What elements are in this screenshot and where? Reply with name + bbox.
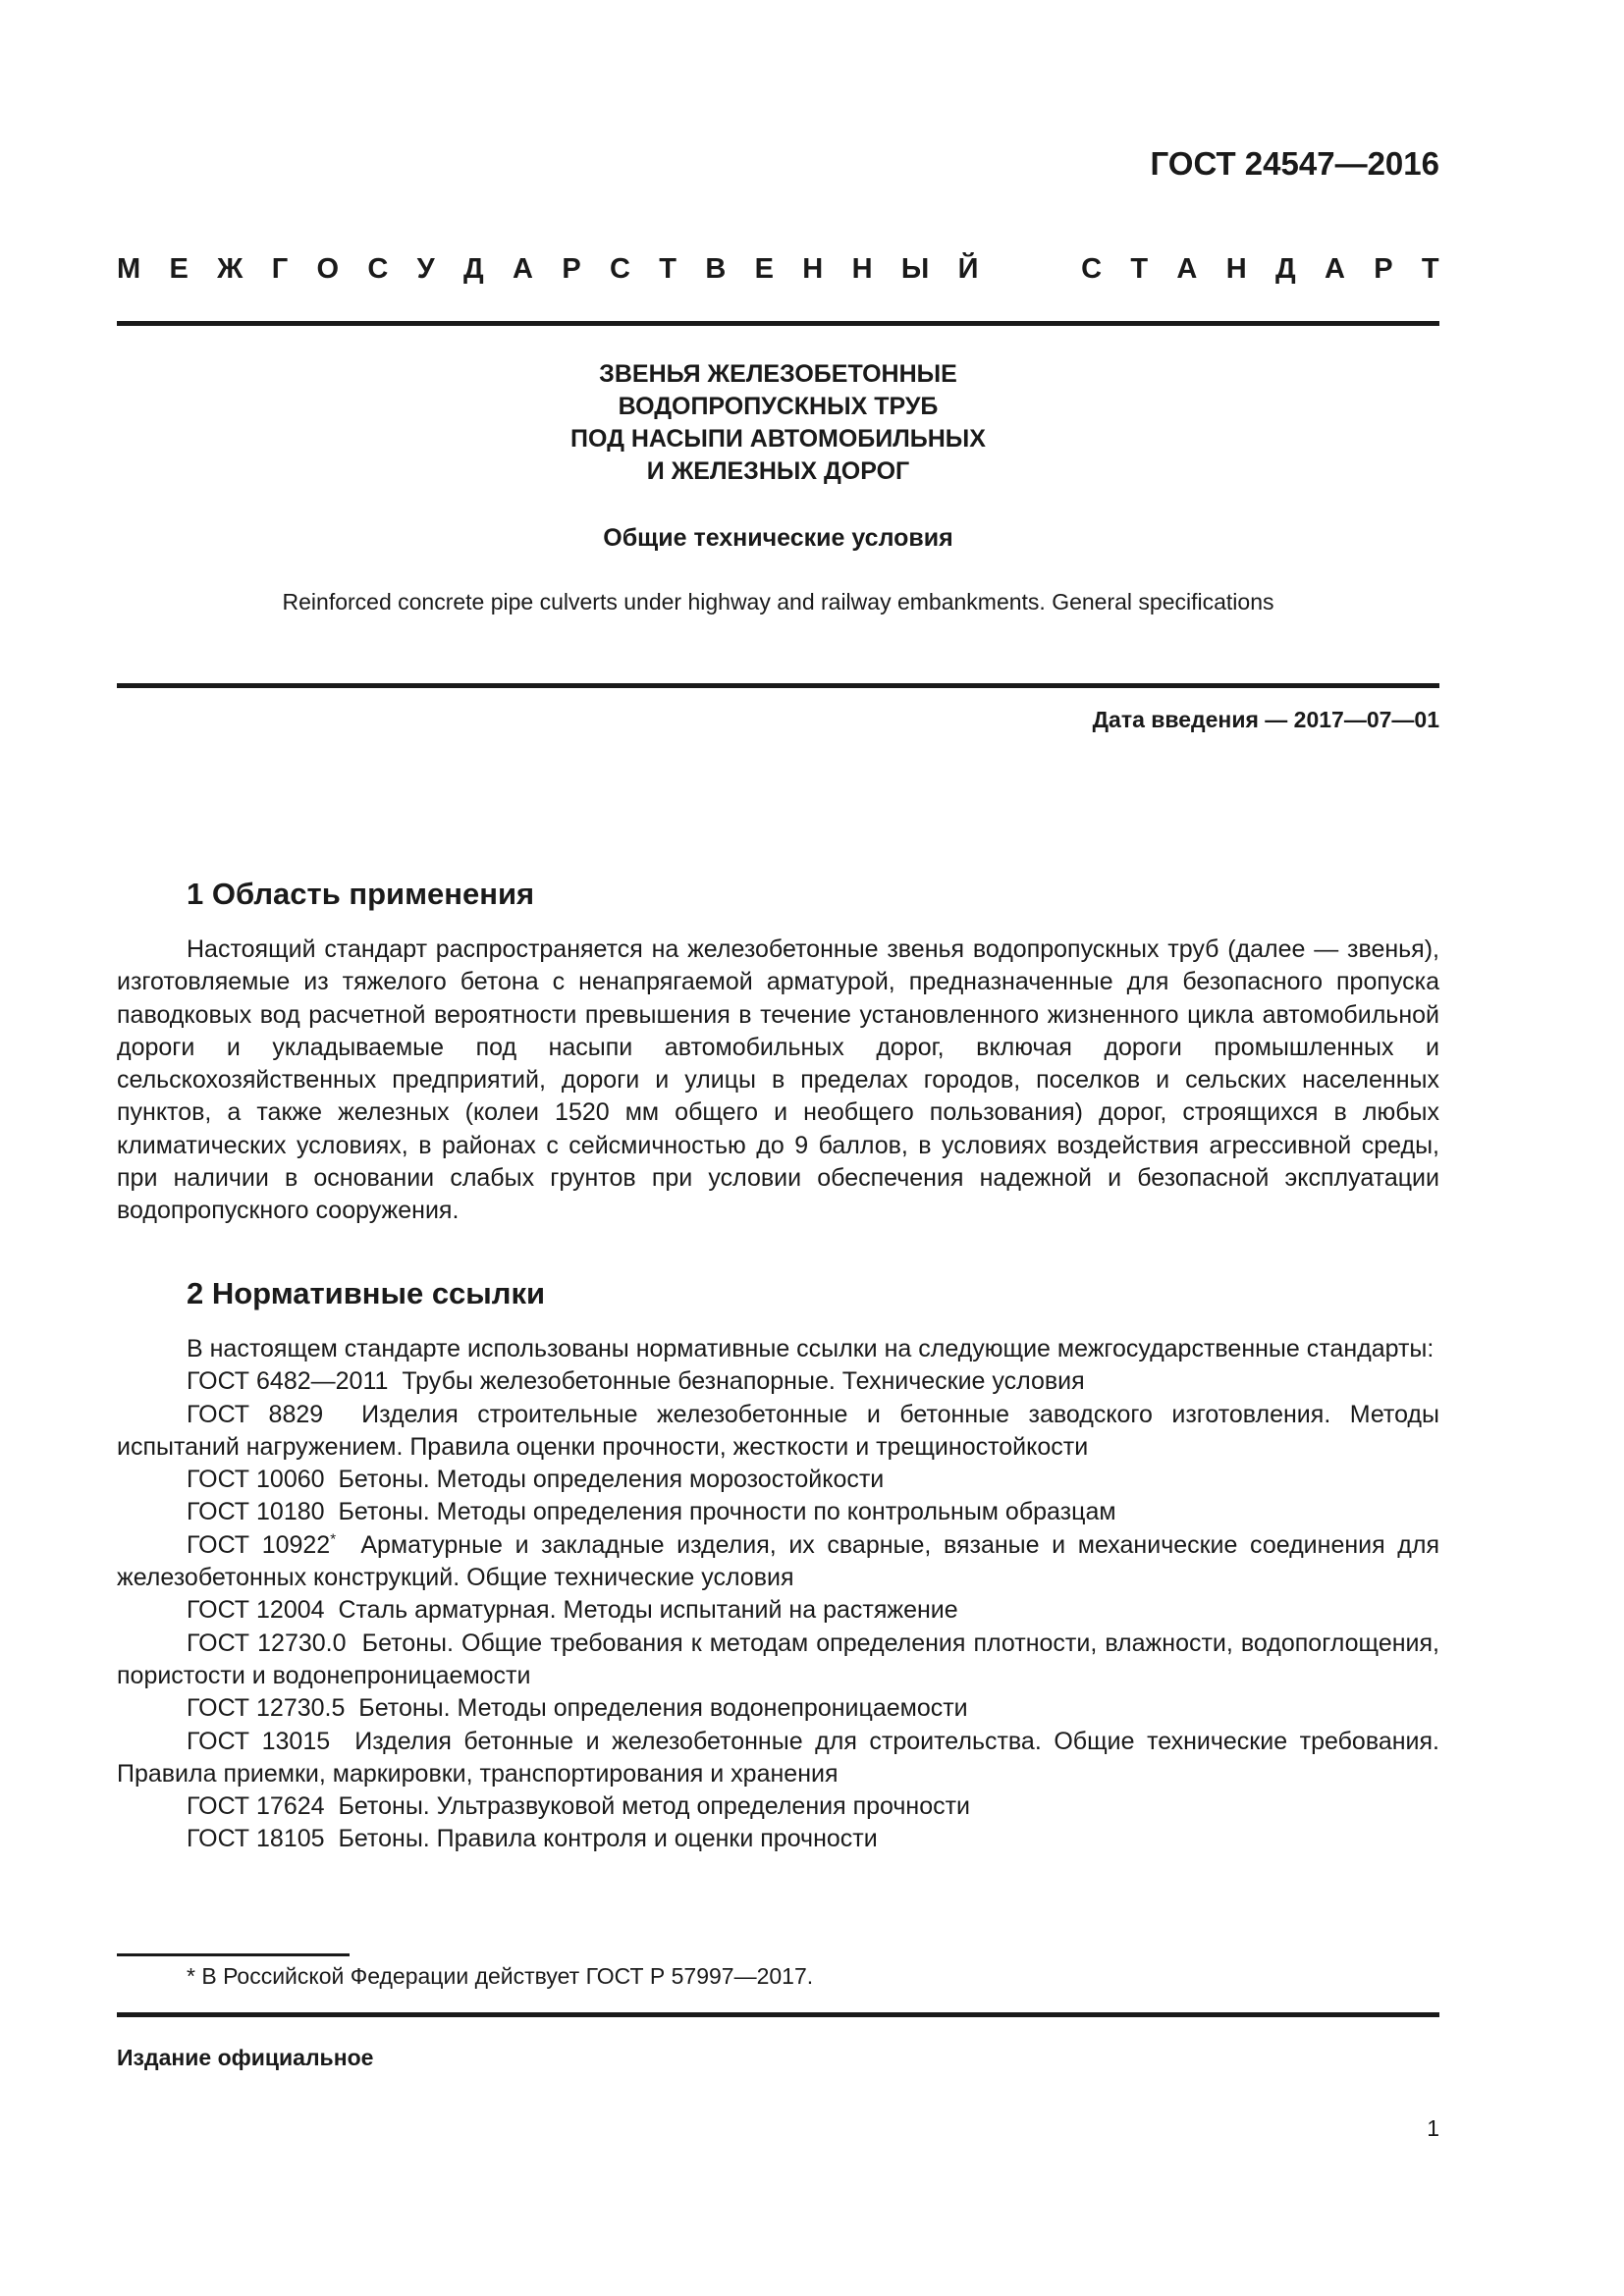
banner-letter: Г <box>271 253 289 285</box>
banner-letter: Н <box>1225 253 1247 285</box>
reference-item <box>117 1726 1439 1791</box>
title-line: ЗВЕНЬЯ ЖЕЛЕЗОБЕТОННЫЕ <box>599 360 957 388</box>
banner-letter: Д <box>463 253 484 285</box>
reference-title: Изделия бетонные и железобетонные для строительства. Общие технические требования. Правила приемки, маркировки, транспортирования и хранения <box>117 1727 1439 1788</box>
reference-code: ГОСТ 10060 <box>187 1466 325 1494</box>
reference-code: ГОСТ 6482—2011 <box>187 1367 389 1396</box>
section-1-body <box>117 934 1439 1228</box>
reference-code: ГОСТ 18105 <box>187 1825 325 1853</box>
banner-letter: Н <box>802 253 824 285</box>
reference-code: ГОСТ 17624 <box>187 1792 325 1821</box>
reference-title: Бетоны. Методы определения морозостойкости <box>338 1466 885 1494</box>
reference-code: ГОСТ 12004 <box>187 1596 325 1625</box>
english-title: Reinforced concrete pipe culverts under highway and railway embankments. General specifications <box>282 589 1274 614</box>
banner-letter: А <box>1176 253 1198 285</box>
banner-letter: Р <box>1374 253 1393 285</box>
section-2-heading: 2 Нормативные ссылки <box>187 1276 546 1310</box>
document-number: ГОСТ 24547—2016 <box>1150 145 1439 182</box>
banner-letter: В <box>705 253 727 285</box>
footnote: * В Российской Федерации действует ГОСТ Р 57997—2017. <box>187 1963 814 1989</box>
reference-code: ГОСТ 10180 <box>187 1498 325 1526</box>
reference-item <box>117 1628 1439 1693</box>
banner-letter: С <box>610 253 630 285</box>
banner-letter: Т <box>1130 253 1149 285</box>
reference-title: Изделия строительные железобетонные и бетонные заводского изготовления. Методы испытаний нагружением. Правила оценки прочности, жесткости и трещиностойкости <box>117 1400 1439 1461</box>
footnote-rule <box>117 1953 350 1956</box>
reference-code: ГОСТ 12730.5 <box>187 1694 346 1723</box>
reference-title: Бетоны. Общие требования к методам определения плотности, влажности, водопоглощения, пористости и водонепроницаемости <box>117 1629 1439 1689</box>
banner-letter: С <box>1081 253 1103 285</box>
standard-type-banner <box>117 253 1439 286</box>
reference-item <box>117 1529 1439 1595</box>
reference-title: Бетоны. Правила контроля и оценки прочности <box>338 1825 878 1853</box>
reference-list <box>117 1365 1439 1855</box>
reference-title: Бетоны. Методы определения водонепроницаемости <box>358 1694 968 1723</box>
reference-code: ГОСТ 12730.0 <box>187 1629 347 1657</box>
introduction-date: Дата введения — 2017—07—01 <box>1092 707 1439 732</box>
document-subtitle: Общие технические условия <box>603 524 953 552</box>
banner-letter: Е <box>754 253 774 285</box>
reference-title: Бетоны. Ультразвуковой метод определения прочности <box>338 1792 971 1821</box>
page-number: 1 <box>1427 2115 1439 2141</box>
banner-letter: Е <box>169 253 189 285</box>
reference-item <box>117 1823 1439 1855</box>
reference-item <box>117 1464 1439 1496</box>
section-1-paragraph: Настоящий стандарт распространяется на железобетонные звенья водопропускных труб (далее — звенья), изготовляемые из тяжелого бетона с ненапрягаемой арматурой, предназначенные для безопасного пропуска паводковых вод расчетной вероятности превышения в течение установленного жизненного цикла автомобильной дороги и укладываемые под насыпи автомобильных дорог, включая дороги промышленных и сельскохозяйственных предприятий, дороги и улицы в пределах городов, поселков и сельских населенных пунктов, а также железных (колеи 1520 мм общего и необщего пользования) дорог, строящихся в любых климатических условиях, в районах с сейсмичностью до 9 баллов, в условиях воздействия агрессивной среды, при наличии в основании слабых грунтов при условии обеспечения надежной и безопасной эксплуатации водопропускного сооружения. <box>117 935 1439 1225</box>
banner-letter: Н <box>851 253 873 285</box>
reference-item <box>117 1790 1439 1823</box>
reference-title: Арматурные и закладные изделия, их сварные, вязаные и механические соединения для железобетонных конструкций. Общие технические условия <box>117 1530 1439 1592</box>
reference-title: Бетоны. Методы определения прочности по контрольным образцам <box>338 1498 1116 1526</box>
section-2-intro: В настоящем стандарте использованы нормативные ссылки на следующие межгосударственные стандарты: <box>187 1335 1435 1362</box>
banner-letter: Ы <box>900 253 930 285</box>
title-line: И ЖЕЛЕЗНЫХ ДОРОГ <box>646 457 910 485</box>
banner-letter: Д <box>1274 253 1296 285</box>
banner-letter: У <box>416 253 435 285</box>
section-2-body <box>117 1333 1439 1856</box>
banner-letter: А <box>513 253 533 285</box>
footnote-mark: * <box>330 1530 337 1548</box>
top-rule <box>117 321 1439 326</box>
banner-letter: О <box>316 253 340 285</box>
title-rule <box>117 683 1439 688</box>
banner-letter: Т <box>1421 253 1439 285</box>
banner-letter: Р <box>562 253 581 285</box>
reference-code: ГОСТ 13015 <box>187 1727 331 1755</box>
edition-label: Издание официальное <box>117 2045 374 2070</box>
title-line: ВОДОПРОПУСКНЫХ ТРУБ <box>618 393 939 420</box>
reference-code: ГОСТ 8829 <box>187 1400 324 1428</box>
banner-word-gap <box>1007 253 1053 286</box>
banner-letter: А <box>1324 253 1345 285</box>
title-line: ПОД НАСЫПИ АВТОМОБИЛЬНЫХ <box>570 425 986 453</box>
banner-letter: Т <box>659 253 677 285</box>
reference-title: Трубы железобетонные безнапорные. Технические условия <box>402 1367 1085 1396</box>
reference-item <box>117 1399 1439 1465</box>
banner-letter: Ж <box>217 253 244 285</box>
reference-item <box>117 1692 1439 1725</box>
reference-title: Сталь арматурная. Методы испытаний на растяжение <box>338 1596 958 1625</box>
document-title <box>117 358 1439 488</box>
banner-letter: М <box>117 253 141 285</box>
bottom-rule <box>117 2012 1439 2017</box>
reference-item <box>117 1365 1439 1398</box>
banner-letter: С <box>367 253 389 285</box>
reference-code: ГОСТ 10922 <box>187 1530 331 1559</box>
section-1-heading: 1 Область применения <box>187 877 535 911</box>
reference-item <box>117 1594 1439 1627</box>
banner-letter: Й <box>957 253 979 285</box>
reference-item <box>117 1496 1439 1528</box>
